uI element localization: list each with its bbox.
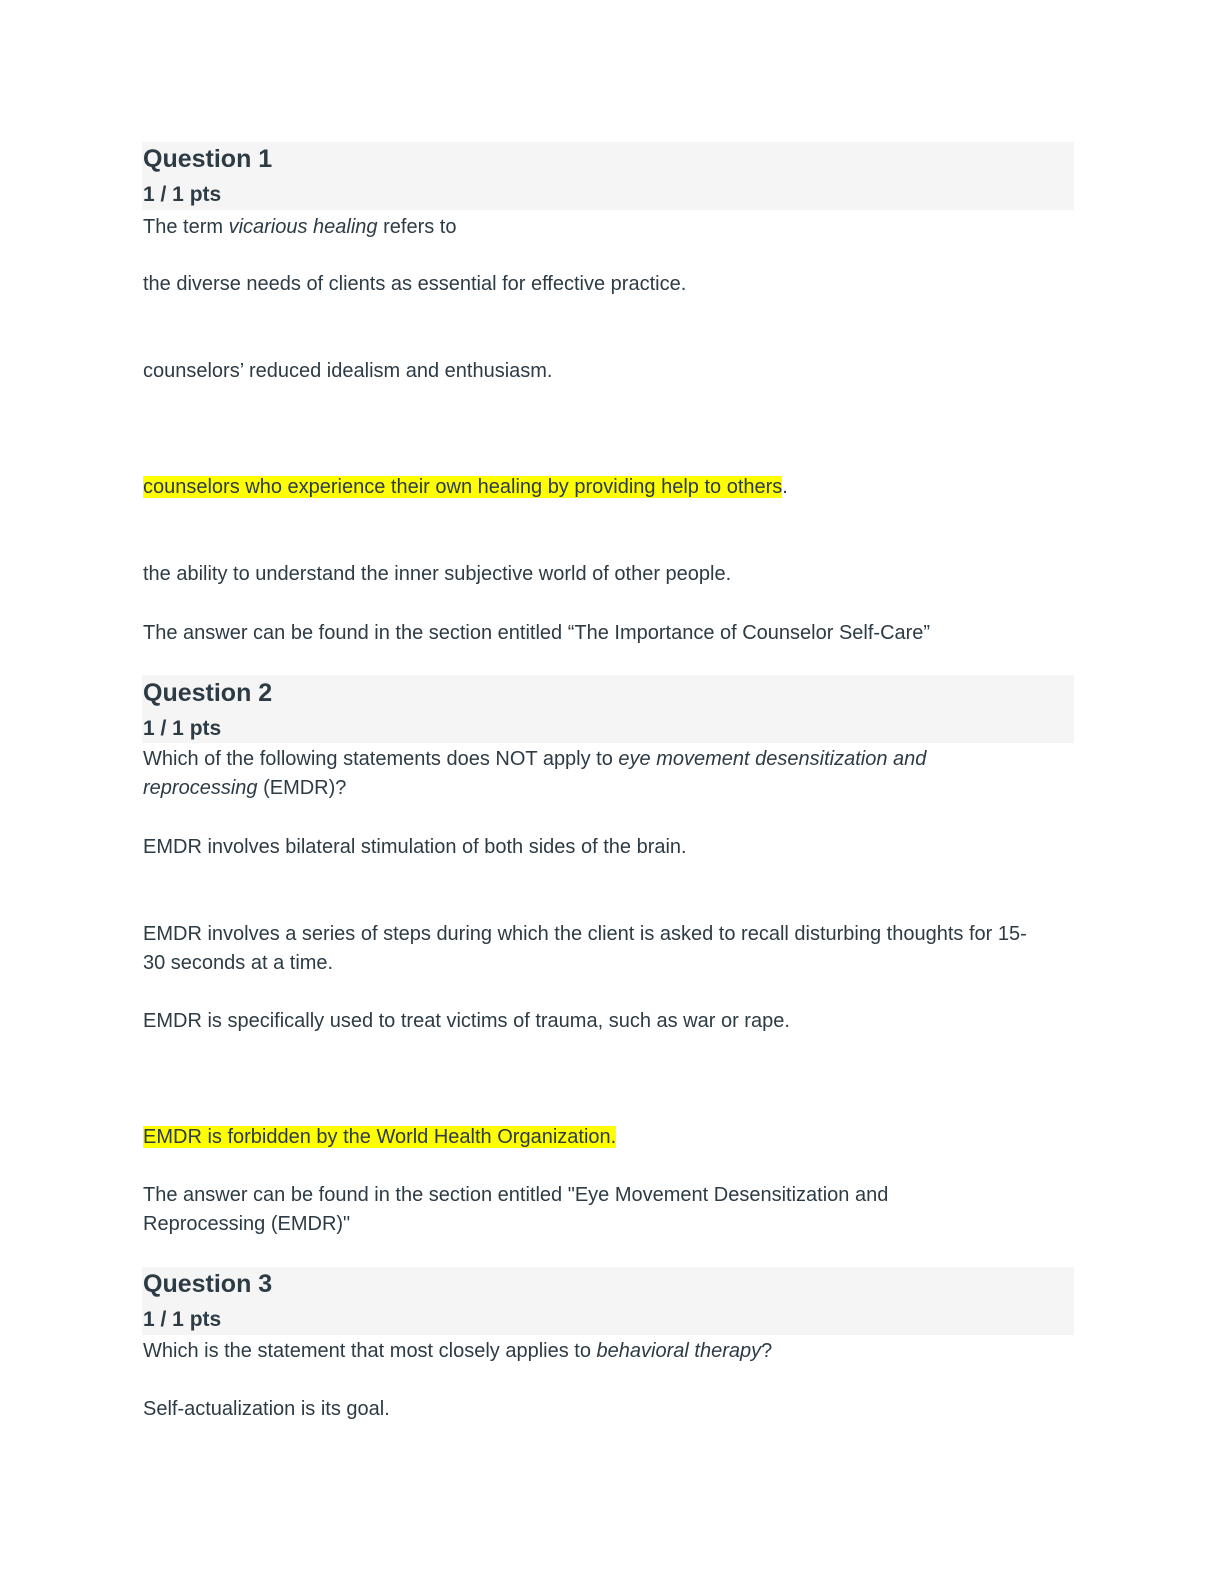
question-3-answer-1[interactable]: Self-actualization is its goal. — [143, 1398, 390, 1420]
question-1-explanation: The answer can be found in the section entitled “The Importance of Counselor Self-Care” — [143, 622, 931, 644]
question-2-prompt — [143, 745, 1023, 803]
question-1-answer-4[interactable]: the ability to understand the inner subjective world of other people. — [143, 563, 732, 585]
question-1-answer-2[interactable]: counselors’ reduced idealism and enthusiasm. — [143, 360, 553, 382]
question-1-prompt — [143, 213, 456, 242]
prompt-text: Which is the statement that most closely applies to — [143, 1340, 597, 1362]
question-3-header — [142, 1267, 1074, 1335]
correct-answer-highlight: EMDR is forbidden by the World Health Organization. — [143, 1126, 617, 1148]
question-2-answer-2[interactable]: EMDR involves a series of steps during which the client is asked to recall disturbing thoughts for 15-30 seconds at a time. — [143, 923, 1027, 974]
question-1-answer-3-correct[interactable] — [143, 473, 788, 502]
prompt-text-end: ? — [761, 1340, 773, 1362]
question-2-answer-1[interactable]: EMDR involves bilateral stimulation of both sides of the brain. — [143, 836, 687, 858]
prompt-text: Which of the following statements does NOT apply to — [143, 748, 619, 770]
question-1-header — [142, 142, 1074, 210]
prompt-term: eye movement desensitization and reprocessing — [143, 748, 927, 799]
prompt-text-end: (EMDR)? — [257, 777, 347, 799]
question-2-title: Question 2 — [143, 679, 273, 707]
correct-answer-highlight: counselors who experience their own healing by providing help to others — [143, 476, 783, 498]
question-3-title: Question 3 — [143, 1270, 273, 1298]
prompt-term: vicarious healing — [228, 216, 378, 238]
question-1-points: 1 / 1 pts — [143, 183, 222, 206]
question-2-header — [142, 675, 1074, 743]
prompt-term: behavioral therapy — [596, 1340, 762, 1362]
question-2-points: 1 / 1 pts — [143, 717, 222, 740]
question-2-answer-4-correct[interactable] — [143, 1123, 616, 1152]
question-3-points: 1 / 1 pts — [143, 1308, 222, 1331]
question-2-explanation: The answer can be found in the section entitled "Eye Movement Desensitization and Reprocessing (EMDR)" — [143, 1184, 889, 1235]
question-2-answer-3[interactable]: EMDR is specifically used to treat victims of trauma, such as war or rape. — [143, 1010, 790, 1032]
prompt-text-end: refers to — [377, 216, 457, 238]
answer-period: . — [782, 476, 788, 498]
prompt-text: The term — [143, 216, 229, 238]
question-1-answer-1[interactable]: the diverse needs of clients as essential for effective practice. — [143, 273, 687, 295]
question-1-title: Question 1 — [143, 145, 273, 173]
question-3-prompt — [143, 1337, 772, 1366]
